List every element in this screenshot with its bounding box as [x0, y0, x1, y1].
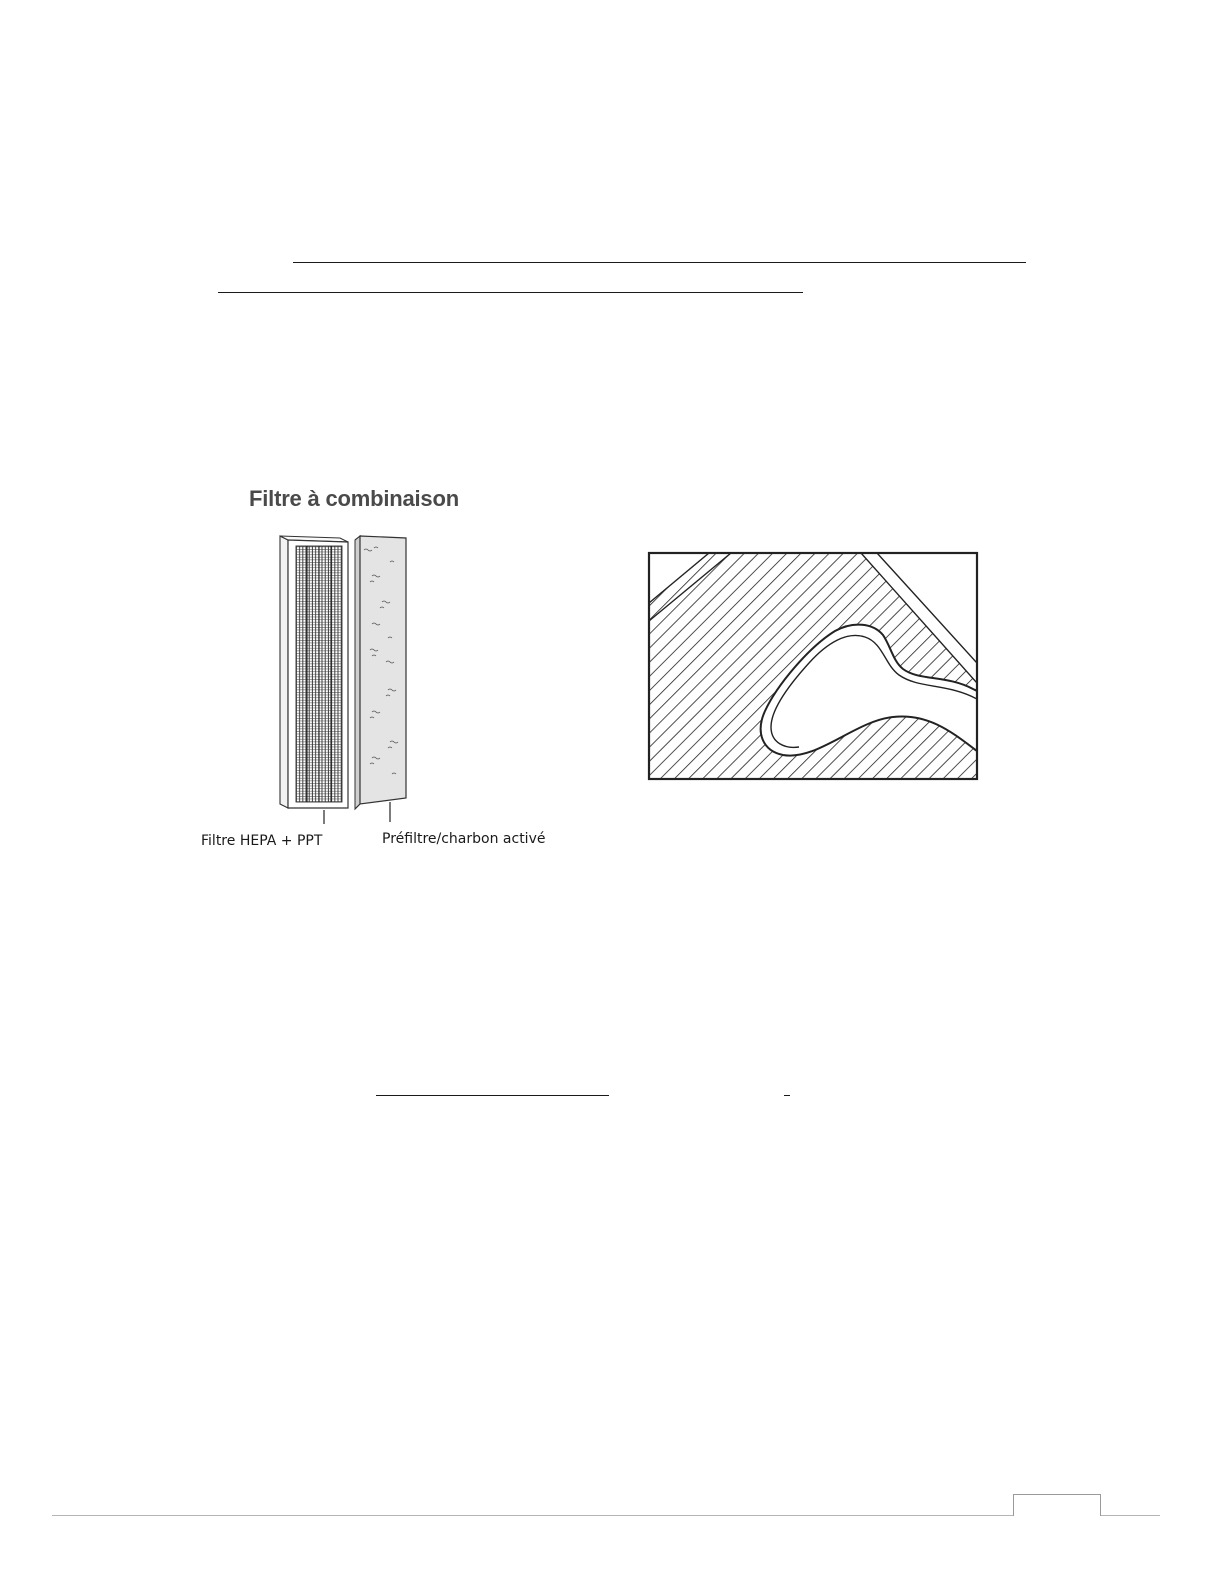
page-number-tab	[1013, 1494, 1101, 1516]
hepa-filter-caption: Filtre HEPA + PPT	[201, 833, 323, 849]
underline-rule	[293, 262, 1026, 263]
combination-filter-illustration	[270, 530, 420, 830]
underline-rule	[376, 1095, 609, 1096]
underline-rule	[218, 292, 803, 293]
underline-rule	[784, 1095, 790, 1096]
prefilter-caption: Préfiltre/charbon activé	[382, 831, 546, 847]
footer-rule	[52, 1515, 1160, 1516]
figure-title: Filtre à combinaison	[249, 486, 459, 511]
vacuum-cleaning-illustration	[647, 551, 981, 783]
prefilter-panel-icon	[355, 536, 406, 822]
hepa-filter-icon	[280, 536, 348, 824]
